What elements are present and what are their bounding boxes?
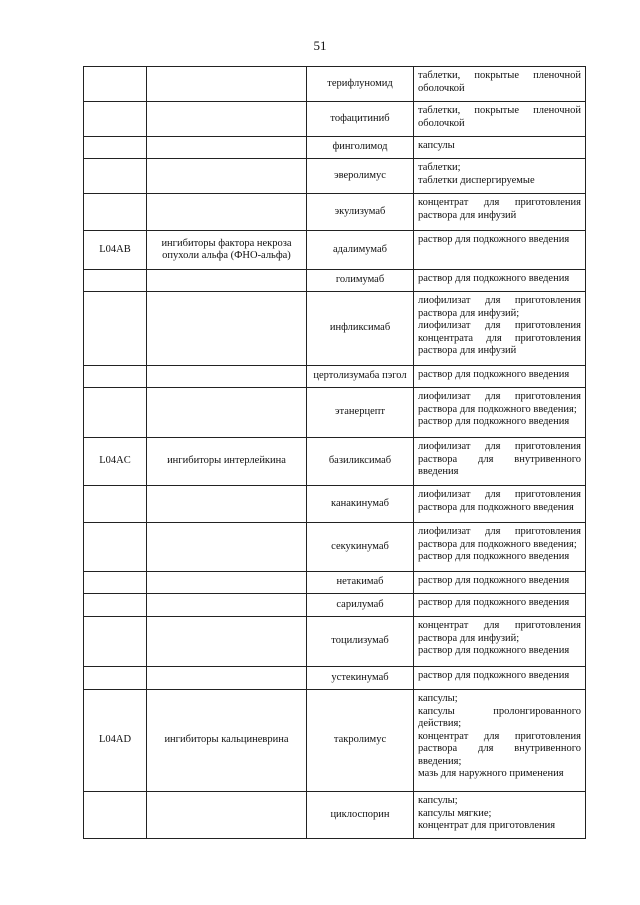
dosage-form-cell bbox=[414, 366, 586, 388]
group-name-cell bbox=[147, 388, 307, 438]
drug-name-cell: базиликсимаб bbox=[307, 438, 414, 486]
table-row bbox=[84, 617, 586, 667]
group-name-cell bbox=[147, 102, 307, 137]
dosage-form-line: лиофилизат для приготовления раствора для внутривенного введения bbox=[418, 441, 581, 477]
drug-name-cell: сарилумаб bbox=[307, 594, 414, 617]
dosage-form-line: раствор для подкожного введения bbox=[418, 670, 570, 681]
dosage-form-line: таблетки, покрытые пленочной оболочкой bbox=[418, 105, 581, 129]
dosage-form-cell bbox=[414, 270, 586, 292]
dosage-form-cell bbox=[414, 137, 586, 159]
group-name-cell bbox=[147, 523, 307, 572]
atc-code-cell bbox=[84, 617, 147, 667]
drug-table-body bbox=[84, 67, 586, 839]
dosage-form-cell bbox=[414, 388, 586, 438]
drug-name-cell: устекинумаб bbox=[307, 667, 414, 690]
table-row bbox=[84, 159, 586, 194]
atc-code-cell bbox=[84, 667, 147, 690]
atc-code-cell bbox=[84, 572, 147, 594]
group-name-cell: ингибиторы фактора некроза опухоли альфа (ФНО-альфа) bbox=[147, 231, 307, 270]
dosage-form-line: лиофилизат для приготовления раствора для подкожного введения; bbox=[418, 391, 581, 415]
dosage-form-cell bbox=[414, 67, 586, 102]
dosage-form-cell bbox=[414, 690, 586, 792]
dosage-form-line: концентрат для приготовления раствора для инфузий; bbox=[418, 620, 581, 644]
dosage-form-cell bbox=[414, 523, 586, 572]
dosage-form-line: капсулы пролонгированного действия; bbox=[418, 705, 581, 729]
atc-code-cell bbox=[84, 194, 147, 231]
drug-name-cell: этанерцепт bbox=[307, 388, 414, 438]
dosage-form-line: таблетки, покрытые пленочной оболочкой bbox=[418, 70, 581, 94]
table-row bbox=[84, 438, 586, 486]
drug-name-cell: циклоспорин bbox=[307, 792, 414, 839]
drug-name-cell: нетакимаб bbox=[307, 572, 414, 594]
dosage-form-line: лиофилизат для приготовления раствора для подкожного введения bbox=[418, 489, 581, 513]
group-name-cell: ингибиторы кальциневрина bbox=[147, 690, 307, 792]
dosage-form-line: концентрат для приготовления раствора для инфузий bbox=[418, 197, 581, 221]
group-name-cell bbox=[147, 270, 307, 292]
group-name-cell bbox=[147, 67, 307, 102]
group-name-cell bbox=[147, 159, 307, 194]
dosage-form-cell bbox=[414, 792, 586, 839]
dosage-form-cell bbox=[414, 486, 586, 523]
group-name-cell: ингибиторы интерлейкина bbox=[147, 438, 307, 486]
atc-code-cell: L04AD bbox=[84, 690, 147, 792]
drug-name-cell: адалимумаб bbox=[307, 231, 414, 270]
dosage-form-line: раствор для подкожного введения bbox=[418, 551, 570, 562]
dosage-form-cell bbox=[414, 102, 586, 137]
table-row bbox=[84, 292, 586, 366]
dosage-form-cell bbox=[414, 194, 586, 231]
dosage-form-line: капсулы; bbox=[418, 795, 458, 806]
drug-name-cell: тофацитиниб bbox=[307, 102, 414, 137]
dosage-form-line: капсулы мягкие; bbox=[418, 807, 492, 819]
drug-name-cell: терифлуномид bbox=[307, 67, 414, 102]
atc-code-cell bbox=[84, 159, 147, 194]
table-row bbox=[84, 486, 586, 523]
table-row bbox=[84, 231, 586, 270]
group-name-cell bbox=[147, 572, 307, 594]
table-row bbox=[84, 194, 586, 231]
table-row bbox=[84, 388, 586, 438]
table-row bbox=[84, 572, 586, 594]
atc-code-cell bbox=[84, 270, 147, 292]
drug-table bbox=[83, 66, 586, 839]
dosage-form-cell bbox=[414, 667, 586, 690]
table-row bbox=[84, 594, 586, 617]
group-name-cell bbox=[147, 137, 307, 159]
table-row bbox=[84, 667, 586, 690]
table-row bbox=[84, 270, 586, 292]
atc-code-cell: L04AB bbox=[84, 231, 147, 270]
drug-name-cell: тоцилизумаб bbox=[307, 617, 414, 667]
drug-name-cell: секукинумаб bbox=[307, 523, 414, 572]
atc-code-cell: L04AC bbox=[84, 438, 147, 486]
dosage-form-line: раствор для подкожного введения bbox=[418, 597, 570, 608]
drug-name-cell: канакинумаб bbox=[307, 486, 414, 523]
table-row bbox=[84, 67, 586, 102]
dosage-form-line: раствор для подкожного введения bbox=[418, 575, 570, 586]
dosage-form-cell bbox=[414, 438, 586, 486]
dosage-form-line: раствор для подкожного введения bbox=[418, 416, 570, 427]
dosage-form-line: раствор для подкожного введения bbox=[418, 369, 570, 380]
drug-name-cell: финголимод bbox=[307, 137, 414, 159]
dosage-form-line: капсулы; bbox=[418, 693, 458, 704]
atc-code-cell bbox=[84, 292, 147, 366]
group-name-cell bbox=[147, 792, 307, 839]
dosage-form-line: лиофилизат для приготовления раствора для подкожного введения; bbox=[418, 526, 581, 550]
group-name-cell bbox=[147, 486, 307, 523]
drug-name-cell: такролимус bbox=[307, 690, 414, 792]
dosage-form-line: лиофилизат для приготовления концентрата для приготовления раствора для инфузий bbox=[418, 320, 581, 356]
dosage-form-line: мазь для наружного применения bbox=[418, 768, 564, 779]
group-name-cell bbox=[147, 194, 307, 231]
dosage-form-cell bbox=[414, 572, 586, 594]
atc-code-cell bbox=[84, 486, 147, 523]
dosage-form-line: концентрат для приготовления bbox=[418, 820, 556, 831]
group-name-cell bbox=[147, 667, 307, 690]
dosage-form-line: раствор для подкожного введения bbox=[418, 273, 570, 284]
drug-name-cell: цертолизумаба пэгол bbox=[307, 366, 414, 388]
dosage-form-line: лиофилизат для приготовления раствора для инфузий; bbox=[418, 295, 581, 319]
group-name-cell bbox=[147, 366, 307, 388]
group-name-cell bbox=[147, 594, 307, 617]
table-row bbox=[84, 690, 586, 792]
atc-code-cell bbox=[84, 366, 147, 388]
table-row bbox=[84, 102, 586, 137]
page-number: 51 bbox=[313, 38, 327, 53]
group-name-cell bbox=[147, 617, 307, 667]
table-row bbox=[84, 137, 586, 159]
group-name-cell bbox=[147, 292, 307, 366]
drug-name-cell: экулизумаб bbox=[307, 194, 414, 231]
atc-code-cell bbox=[84, 594, 147, 617]
atc-code-cell bbox=[84, 523, 147, 572]
dosage-form-line: капсулы bbox=[418, 140, 455, 151]
drug-name-cell: инфликсимаб bbox=[307, 292, 414, 366]
dosage-form-cell bbox=[414, 292, 586, 366]
atc-code-cell bbox=[84, 792, 147, 839]
dosage-form-line: таблетки диспергируемые bbox=[418, 174, 535, 186]
table-row bbox=[84, 792, 586, 839]
dosage-form-cell bbox=[414, 594, 586, 617]
dosage-form-cell bbox=[414, 617, 586, 667]
dosage-form-line: таблетки; bbox=[418, 162, 461, 173]
atc-code-cell bbox=[84, 102, 147, 137]
drug-name-cell: голимумаб bbox=[307, 270, 414, 292]
atc-code-cell bbox=[84, 388, 147, 438]
dosage-form-line: концентрат для приготовления раствора для внутривенного введения; bbox=[418, 730, 581, 767]
atc-code-cell bbox=[84, 137, 147, 159]
dosage-form-line: раствор для подкожного введения bbox=[418, 645, 570, 656]
drug-name-cell: эверолимус bbox=[307, 159, 414, 194]
table-row bbox=[84, 366, 586, 388]
dosage-form-cell bbox=[414, 231, 586, 270]
atc-code-cell bbox=[84, 67, 147, 102]
dosage-form-cell bbox=[414, 159, 586, 194]
dosage-form-line: раствор для подкожного введения bbox=[418, 234, 570, 245]
table-row bbox=[84, 523, 586, 572]
